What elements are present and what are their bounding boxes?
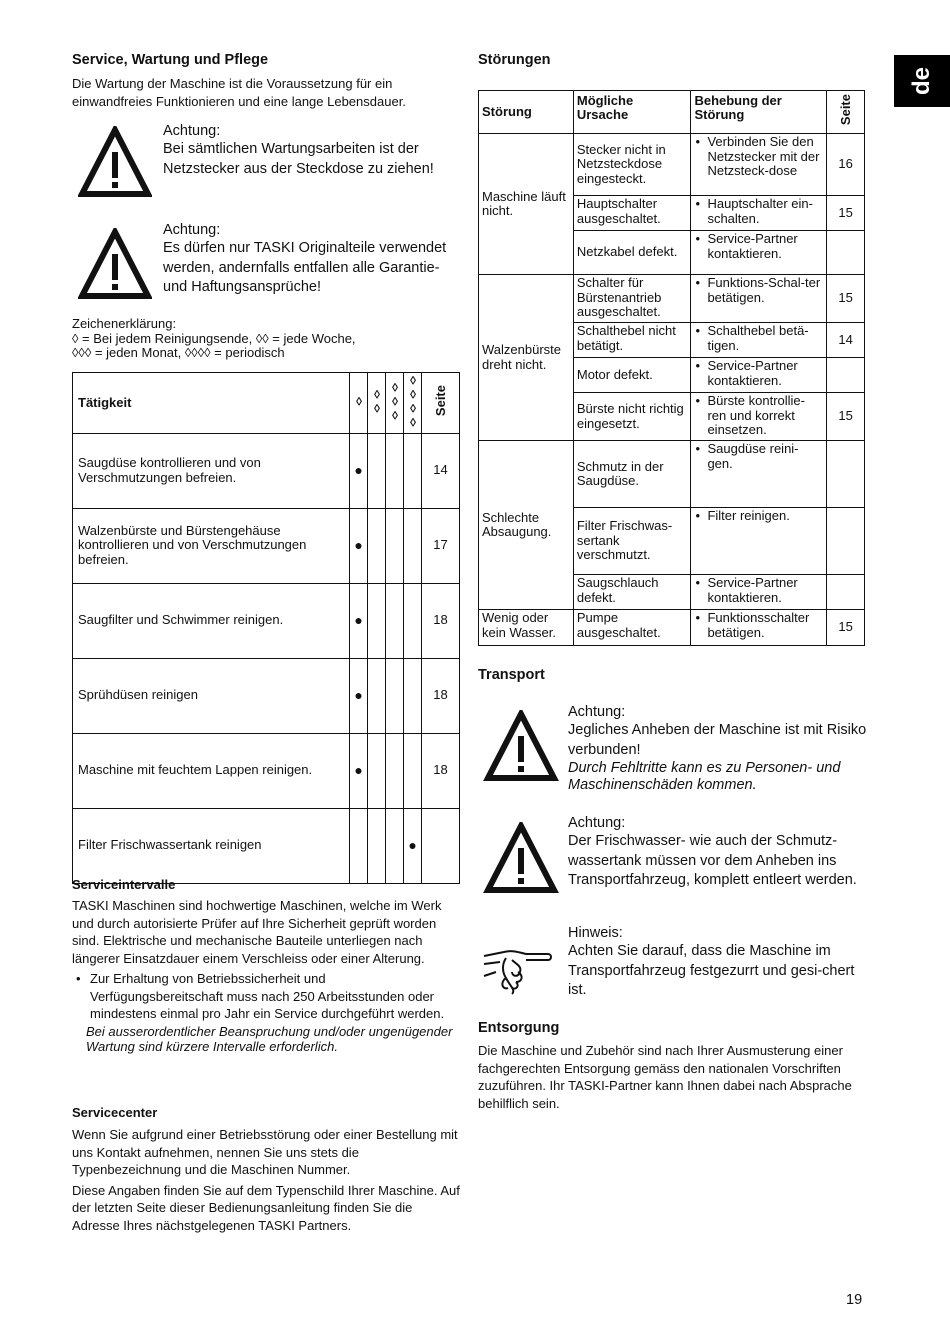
interval-mark: ● <box>350 583 368 658</box>
page-ref: 14 <box>422 433 460 508</box>
table-row <box>73 658 460 733</box>
serviceintervalle-list <box>72 970 462 1023</box>
page-ref: 18 <box>422 658 460 733</box>
fix-cell: • Saugdüse reini-gen. <box>691 441 827 508</box>
section-heading-entsorgung: Entsorgung <box>478 1020 560 1036</box>
interval-mark <box>404 658 422 733</box>
interval-mark <box>368 808 386 883</box>
warning-lifting <box>568 704 868 794</box>
activity-cell: Sprühdüsen reinigen <box>73 658 350 733</box>
page-ref <box>827 441 865 508</box>
interval-mark: ● <box>350 658 368 733</box>
fault-table <box>478 90 865 646</box>
warning-text: Bei sämtlichen Wartungsarbeiten ist der Netzstecker aus der Steckdose zu ziehen! <box>163 141 434 177</box>
header-page: Seite <box>432 385 448 417</box>
fix-cell: • Funktionsschalter betätigen. <box>691 610 827 646</box>
page-ref <box>827 575 865 610</box>
section-heading-stoerungen: Störungen <box>478 52 551 68</box>
fix-cell: • Filter reinigen. <box>691 508 827 575</box>
list-item: • Zur Erhaltung von Betriebssicherheit und Verfügungsbereitschaft muss nach 250 Arbeitsstunden oder mindestens einmal pro Jahr ein Service durchgeführt werden. <box>72 970 462 1023</box>
heading-servicecenter: Servicecenter <box>72 1105 158 1120</box>
entsorgung-text: Die Maschine und Zubehör sind nach Ihrer Ausmusterung einer fachgerechten Entsorgung gemäss den nationalen Vorschriften zuzuführen. Ihr TASKI-Partner kann Ihnen dabei nach Absprache behilflich sein. <box>478 1043 852 1111</box>
warning-italic-text: Durch Fehltritte kann es zu Personen- und Maschinenschäden kommen. <box>568 760 841 793</box>
page-ref: 15 <box>827 610 865 646</box>
table-row <box>479 441 865 508</box>
serviceintervalle-body <box>72 897 462 1054</box>
hint-title: Hinweis: <box>568 925 623 941</box>
interval-mark <box>386 433 404 508</box>
activity-cell: Filter Frischwassertank reinigen <box>73 808 350 883</box>
cause-cell: Bürste nicht richtig eingesetzt. <box>573 393 691 441</box>
page-ref: 18 <box>422 583 460 658</box>
table-row <box>479 275 865 323</box>
interval-mark <box>368 658 386 733</box>
interval-mark <box>404 733 422 808</box>
fix-cell: • Schalthebel betä-tigen. <box>691 323 827 358</box>
table-row <box>73 733 460 808</box>
interval-mark: ● <box>350 733 368 808</box>
fix-cell: • Verbinden Sie den Netzstecker mit der Netzsteck-dose <box>691 134 827 196</box>
legend-line: ◊ = Bei jedem Reinigungsende, ◊◊ = jede Woche, <box>72 330 356 346</box>
interval-mark <box>368 508 386 583</box>
warning-text: Es dürfen nur TASKI Originalteile verwendet werden, andernfalls entfallen alle Garantie- und Haftungsansprüche! <box>163 240 447 295</box>
cause-cell: Netzkabel defekt. <box>573 231 691 275</box>
header-cause: Mögliche Ursache <box>573 91 691 134</box>
table-header-row <box>73 373 460 434</box>
section-heading-transport: Transport <box>478 667 545 683</box>
pointing-hand-icon <box>482 942 554 996</box>
page-ref <box>827 231 865 275</box>
page-ref: 16 <box>827 134 865 196</box>
page-ref <box>827 508 865 575</box>
fix-cell: • Funktions-Schal-ter betätigen. <box>691 275 827 323</box>
legend-line: Zeichenerklärung: <box>72 316 177 331</box>
interval-mark <box>368 583 386 658</box>
fix-cell: • Service-Partner kontaktieren. <box>691 358 827 393</box>
warning-text: Jegliches Anheben der Maschine ist mit Risiko verbunden! <box>568 722 867 758</box>
page-ref: 15 <box>827 393 865 441</box>
warning-title: Achtung: <box>163 123 221 139</box>
interval-mark <box>368 733 386 808</box>
fix-cell: • Service-Partner kontaktieren. <box>691 575 827 610</box>
service-intro: Die Wartung der Maschine ist die Voraussetzung für ein einwandfreies Funktionieren und eine lange Lebensdauer. <box>72 76 406 109</box>
warning-original-parts <box>163 222 463 298</box>
table-header-row <box>479 91 865 134</box>
header-page: Seite <box>837 94 853 126</box>
servicecenter-text: Diese Angaben finden Sie auf dem Typenschild Ihrer Maschine. Auf der letzten Seite dieser Bedienungsanleitung finden Sie die Adresse Ihres nächstgelegenen TASKI Partners. <box>72 1182 460 1233</box>
interval-mark <box>386 808 404 883</box>
warning-triangle-icon <box>78 228 152 300</box>
table-row <box>73 583 460 658</box>
header-fault: Störung <box>479 91 574 134</box>
servicecenter-body <box>72 1126 462 1234</box>
interval-mark <box>350 808 368 883</box>
section-heading-service: Service, Wartung und Pflege <box>72 52 269 68</box>
page-ref: 14 <box>827 323 865 358</box>
cause-cell: Pumpe ausgeschaltet. <box>573 610 691 646</box>
warning-triangle-icon <box>483 822 559 894</box>
cause-cell: Schalter für Bürstenantrieb ausgeschaltet. <box>573 275 691 323</box>
page-number: 19 <box>846 1292 863 1308</box>
hint-secure-machine <box>568 925 868 1001</box>
interval-mark <box>368 433 386 508</box>
serviceintervalle-text: TASKI Maschinen sind hochwertige Maschinen, welche im Werk und durch autorisierte Prüfer auf Ihre Sicherheit geprüft worden sind. Elektrische und mechanische Bauteile unterliegen nach längerer Einsatzdauer einem Verschleiss oder einer Alterung. <box>72 898 442 966</box>
activity-cell: Saugdüse kontrollieren und von Verschmutzungen befreien. <box>73 433 350 508</box>
interval-mark: ● <box>350 508 368 583</box>
activity-cell: Maschine mit feuchtem Lappen reinigen. <box>73 733 350 808</box>
servicecenter-text: Wenn Sie aufgrund einer Betriebsstörung oder einer Bestellung mit uns Kontakt aufnehmen, nennen Sie uns stets die Typenbezeichnung und die Maschinen Nummer. <box>72 1127 458 1177</box>
header-fix: Behebung der Störung <box>691 91 827 134</box>
symbol-legend <box>72 317 462 361</box>
fault-cell: Maschine läuft nicht. <box>479 134 574 275</box>
language-tab <box>894 55 950 107</box>
header-interval-1: ◊ <box>351 394 366 408</box>
language-tab-label: de <box>907 66 935 96</box>
page-ref <box>422 808 460 883</box>
cause-cell: Hauptschalter ausgeschaltet. <box>573 196 691 231</box>
header-interval-4: ◊◊◊◊ <box>405 373 420 429</box>
fault-cell: Schlechte Absaugung. <box>479 441 574 610</box>
fault-cell: Wenig oder kein Wasser. <box>479 610 574 646</box>
interval-mark <box>404 433 422 508</box>
fix-cell: • Hauptschalter ein-schalten. <box>691 196 827 231</box>
warning-tank-empty <box>568 815 868 891</box>
page-ref <box>827 358 865 393</box>
cause-cell: Saugschlauch defekt. <box>573 575 691 610</box>
cause-cell: Stecker nicht in Netzsteckdose eingesteckt. <box>573 134 691 196</box>
warning-title: Achtung: <box>568 704 626 720</box>
serviceintervalle-note: Bei ausserordentlicher Beanspruchung und/oder ungenügender Wartung sind kürzere Intervalle erforderlich. <box>86 1023 453 1054</box>
legend-line: ◊◊◊ = jeden Monat, ◊◊◊◊ = periodisch <box>72 345 285 360</box>
warning-triangle-icon <box>78 126 152 198</box>
interval-mark <box>386 583 404 658</box>
page-ref: 18 <box>422 733 460 808</box>
warning-title: Achtung: <box>163 222 221 238</box>
interval-mark <box>386 658 404 733</box>
warning-text: Der Frischwasser- wie auch der Schmutz-wassertank müssen vor dem Anheben ins Transportfahrzeug, komplett entleert werden. <box>568 833 857 888</box>
cause-cell: Filter Frischwas-sertank verschmutzt. <box>573 508 691 575</box>
header-interval-2: ◊◊ <box>369 387 384 415</box>
interval-mark <box>386 733 404 808</box>
table-row <box>73 808 460 883</box>
cause-cell: Motor defekt. <box>573 358 691 393</box>
heading-serviceintervalle: Serviceintervalle <box>72 877 176 892</box>
table-row <box>479 134 865 196</box>
page-ref: 15 <box>827 196 865 231</box>
header-interval-3: ◊◊◊ <box>387 380 402 422</box>
fix-cell: • Service-Partner kontaktieren. <box>691 231 827 275</box>
cause-cell: Schalthebel nicht betätigt. <box>573 323 691 358</box>
table-row <box>73 433 460 508</box>
table-row <box>479 610 865 646</box>
table-row <box>73 508 460 583</box>
interval-mark <box>404 508 422 583</box>
activity-cell: Walzenbürste und Bürstengehäuse kontrollieren und von Verschmutzungen befreien. <box>73 508 350 583</box>
header-activity: Tätigkeit <box>73 373 350 434</box>
page-ref: 17 <box>422 508 460 583</box>
maintenance-table <box>72 372 460 884</box>
page-ref: 15 <box>827 275 865 323</box>
cause-cell: Schmutz in der Saugdüse. <box>573 441 691 508</box>
interval-mark: ● <box>350 433 368 508</box>
interval-mark <box>404 583 422 658</box>
warning-maintenance <box>163 123 463 179</box>
warning-title: Achtung: <box>568 815 626 831</box>
fix-cell: • Bürste kontrollie-ren und korrekt einsetzen. <box>691 393 827 441</box>
interval-mark <box>386 508 404 583</box>
fault-cell: Walzenbürste dreht nicht. <box>479 275 574 441</box>
interval-mark: ● <box>404 808 422 883</box>
warning-triangle-icon <box>483 710 559 782</box>
activity-cell: Saugfilter und Schwimmer reinigen. <box>73 583 350 658</box>
hint-text: Achten Sie darauf, dass die Maschine im Transportfahrzeug festgezurrt und gesi-chert ist. <box>568 943 855 998</box>
